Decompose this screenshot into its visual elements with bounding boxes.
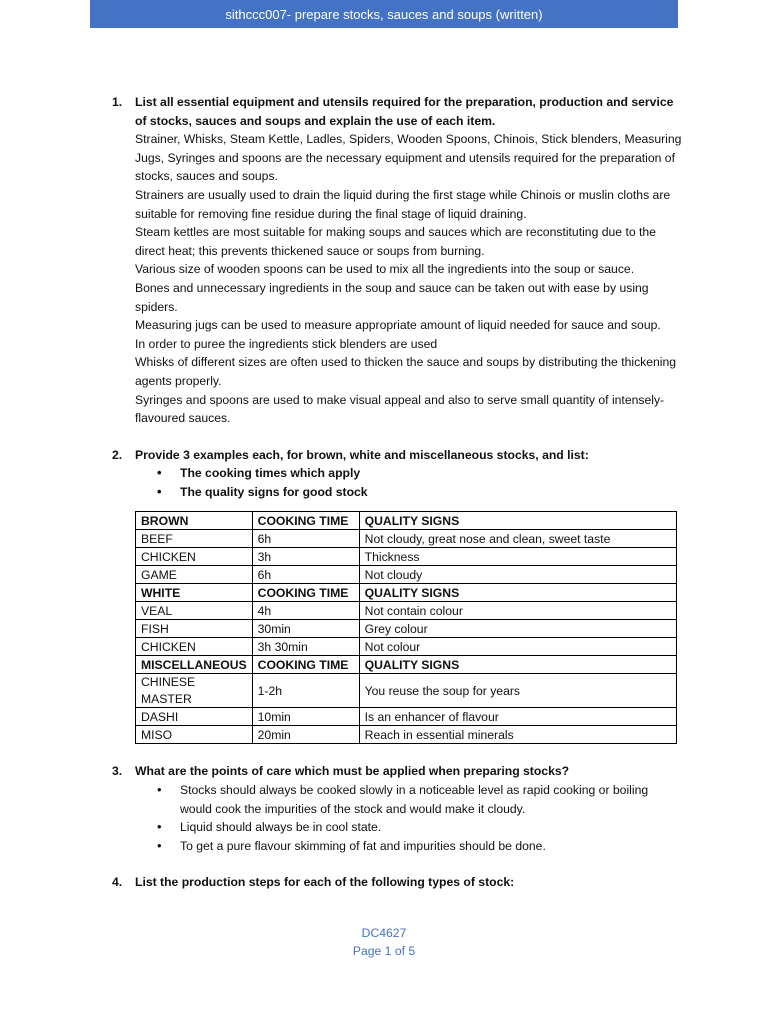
stock-name-cell: BROWN (136, 512, 253, 530)
question-number: 3. (112, 764, 123, 779)
footer-page-number: Page 1 of 5 (352, 944, 416, 958)
stock-name-cell: BEEF (136, 530, 253, 548)
quality-signs-cell: Is an enhancer of flavour (359, 708, 676, 726)
answer-bullet-list (135, 781, 682, 855)
quality-signs-cell: Not contain colour (359, 602, 676, 620)
cooking-time-cell: COOKING TIME (252, 512, 359, 530)
table-row (136, 602, 677, 620)
quality-signs-cell: Not cloudy (359, 566, 676, 584)
bullet-item: • To get a pure flavour skimming of fat and impurities should be done. (157, 837, 682, 856)
question-1 (112, 93, 682, 428)
cooking-time-cell: 1-2h (252, 674, 359, 708)
question-4 (112, 873, 682, 892)
cooking-time-cell: 30min (252, 620, 359, 638)
question-title: What are the points of care which must be applied when preparing stocks? (135, 764, 570, 779)
question-number: 2. (112, 447, 123, 462)
question-title: Provide 3 examples each, for brown, white and miscellaneous stocks, and list: (135, 447, 589, 462)
stock-name-cell: MISO (136, 726, 253, 744)
answer-text (135, 130, 682, 428)
answer-paragraph: Bones and unnecessary ingredients in the soup and sauce can be taken out with ease by using spiders. (135, 280, 649, 314)
cooking-time-cell: 10min (252, 708, 359, 726)
bullet-item: • Liquid should always be in cool state. (157, 818, 682, 837)
cooking-time-cell: 6h (252, 566, 359, 584)
stock-name-cell: GAME (136, 566, 253, 584)
table-row (136, 708, 677, 726)
cooking-time-cell: 20min (252, 726, 359, 744)
bullet-item: • The quality signs for good stock (157, 483, 682, 502)
cooking-time-cell: 4h (252, 602, 359, 620)
question-3 (112, 762, 682, 855)
document-body (112, 93, 682, 892)
answer-paragraph: Syringes and spoons are used to make visual appeal and also to serve small quantity of intensely-flavoured sauces. (135, 392, 665, 426)
quality-signs-cell: QUALITY SIGNS (359, 656, 676, 674)
table-row (136, 620, 677, 638)
cooking-time-cell: 3h (252, 548, 359, 566)
stock-name-cell: CHICKEN (136, 548, 253, 566)
answer-paragraph: Measuring jugs can be used to measure appropriate amount of liquid needed for sauce and soup. (135, 318, 661, 333)
question-number: 1. (112, 95, 123, 109)
cooking-time-cell: 6h (252, 530, 359, 548)
stocks-table (135, 511, 677, 744)
table-section-header-row (136, 656, 677, 674)
cooking-time-cell: 3h 30min (252, 638, 359, 656)
answer-paragraph: Whisks of different sizes are often used to thicken the sauce and soups by distributing the thickening agents properly. (135, 355, 677, 388)
table-row (136, 638, 677, 656)
question-number: 4. (112, 875, 123, 890)
stock-name-cell: DASHI (136, 708, 253, 726)
page-footer (0, 924, 768, 960)
cooking-time-cell: COOKING TIME (252, 584, 359, 602)
table-row (136, 548, 677, 566)
answer-paragraph: Steam kettles are most suitable for making soups and sauces which are reconstituting due to the direct heat; this prevents thickened sauce or soups from burning. (135, 225, 656, 258)
quality-signs-cell: Grey colour (359, 620, 676, 638)
question-bullet-list (135, 464, 682, 501)
quality-signs-cell: Not cloudy, great nose and clean, sweet taste (359, 530, 676, 548)
quality-signs-cell: Reach in essential minerals (359, 726, 676, 744)
answer-paragraph: Strainers are usually used to drain the liquid during the first stage while Chinois or muslin cloths are suitable for removing fine residue during the final stage of liquid draining. (135, 187, 671, 221)
stock-name-cell: MISCELLANEOUS (136, 656, 253, 674)
cooking-time-cell: COOKING TIME (252, 656, 359, 674)
stock-name-cell: CHICKEN (136, 638, 253, 656)
bullet-item: • The cooking times which apply (157, 464, 682, 483)
answer-paragraph: Strainer, Whisks, Steam Kettle, Ladles, Spiders, Wooden Spoons, Chinois, Stick blenders, Measuring Jugs, Syringes and spoons are the necessary equipment and utensils required for the preparation of stocks, sauces and soups. (135, 132, 682, 184)
answer-paragraph: In order to puree the ingredients stick blenders are used (135, 336, 438, 351)
stock-name-cell: VEAL (136, 602, 253, 620)
table-section-header-row (136, 512, 677, 530)
table-section-header-row (136, 584, 677, 602)
quality-signs-cell: You reuse the soup for years (359, 674, 676, 708)
question-title: List the production steps for each of the following types of stock: (135, 875, 515, 890)
quality-signs-cell: Thickness (359, 548, 676, 566)
question-2 (112, 446, 682, 745)
table-row (136, 726, 677, 744)
stock-name-cell: WHITE (136, 584, 253, 602)
document-header-title: sithccc007- prepare stocks, sauces and soups (written) (225, 6, 543, 22)
quality-signs-cell: Not colour (359, 638, 676, 656)
stock-name-cell: FISH (136, 620, 253, 638)
bullet-item: • Stocks should always be cooked slowly in a noticeable level as rapid cooking or boiling would cook the impurities of the stock and would make it cloudy. (157, 781, 682, 818)
table-row (136, 566, 677, 584)
quality-signs-cell: QUALITY SIGNS (359, 512, 676, 530)
footer-document-id: DC4627 (361, 926, 407, 940)
quality-signs-cell: QUALITY SIGNS (359, 584, 676, 602)
table-row (136, 530, 677, 548)
table-row (136, 674, 677, 708)
question-title: List all essential equipment and utensils required for the preparation, production and service of stocks, sauces and soups and explain the use of each item. (135, 95, 674, 128)
document-header-bar (90, 0, 678, 28)
answer-paragraph: Various size of wooden spoons can be used to mix all the ingredients into the soup or sauce. (135, 262, 635, 277)
stock-name-cell: CHINESE MASTER (136, 674, 253, 708)
